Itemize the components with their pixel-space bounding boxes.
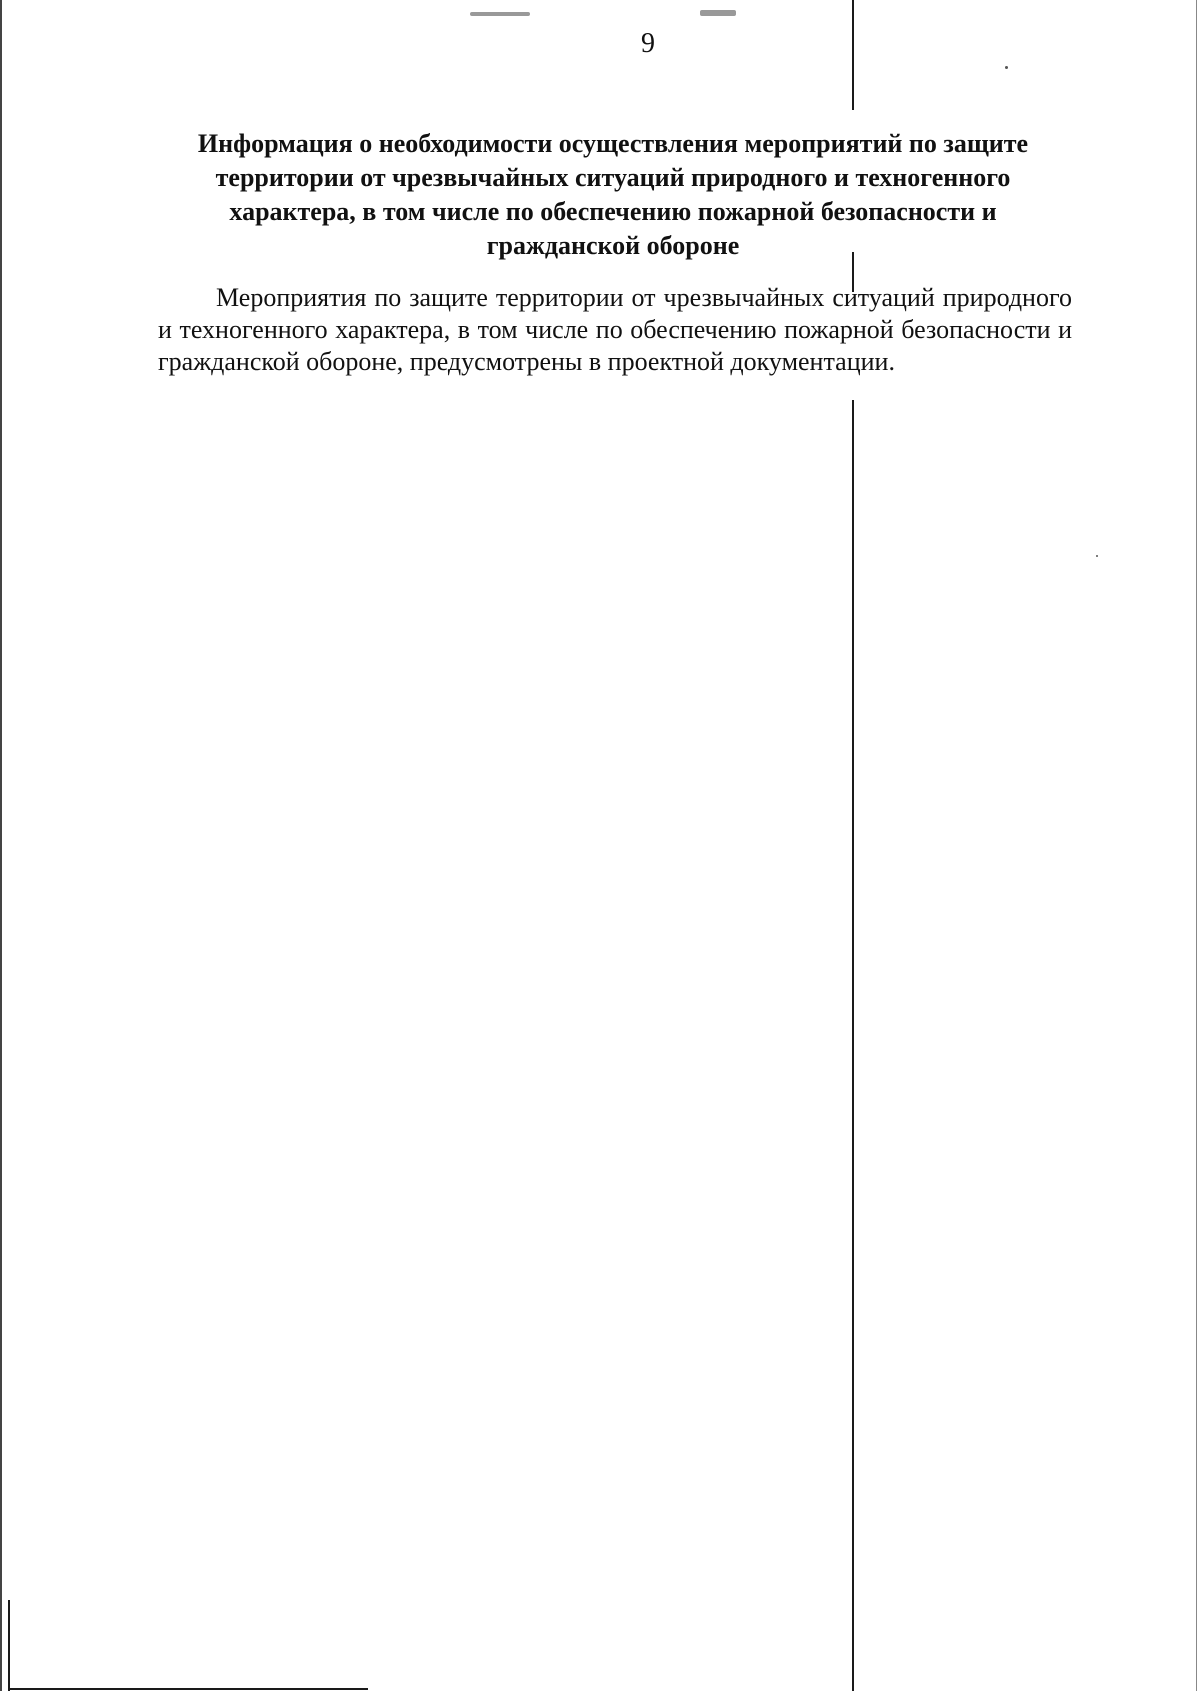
- scan-mark: [8, 1688, 368, 1690]
- body-paragraph: Мероприятия по защите территории от чрезвычайных ситуаций природного и техногенного характера, в том числе по обеспечению пожарной безопасности и гражданской обороне, предусмотрены в проектной документации.: [158, 283, 1072, 376]
- scan-edge-right: [1196, 0, 1197, 1691]
- scan-fold-line: [852, 400, 854, 1691]
- scan-speck: [470, 12, 530, 16]
- scan-speck: [1096, 555, 1098, 557]
- document-title: Информация о необходимости осуществления мероприятий по защите территории от чрезвычайных ситуаций природного и техногенного характера, в том числе по обеспечению пожарной безопасности и гражданской обороне: [197, 129, 1029, 260]
- scan-edge-left: [0, 0, 2, 1691]
- scan-speck: [700, 10, 736, 16]
- scan-mark: [8, 1600, 10, 1691]
- scan-speck: [1005, 66, 1008, 69]
- page-number: 9: [641, 28, 655, 59]
